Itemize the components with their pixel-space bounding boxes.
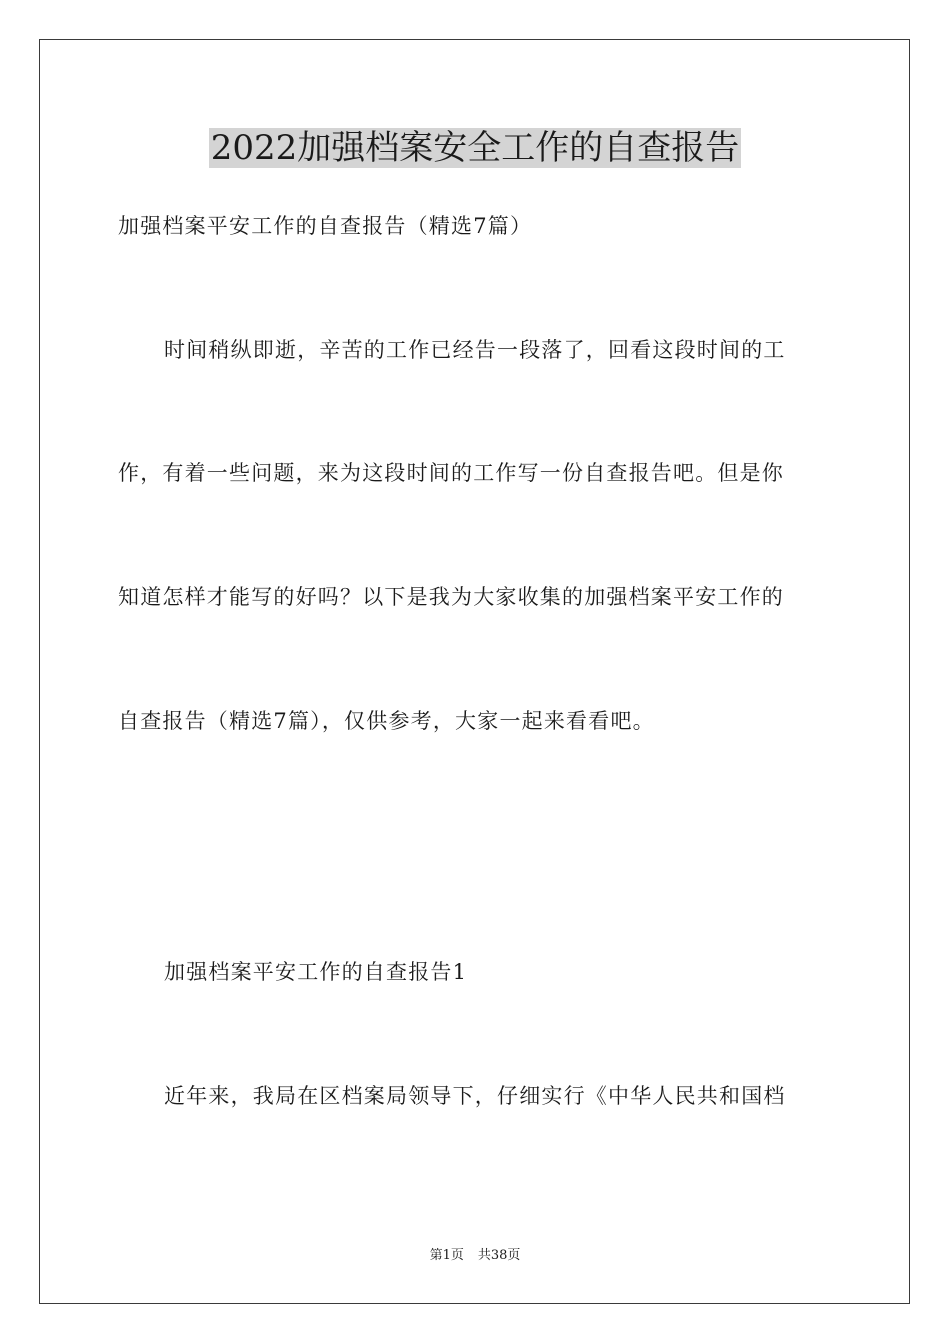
page-number: 第1页: [429, 1248, 464, 1263]
body-line-1: 近年来，我局在区档案局领导下，仔细实行《中华人民共和国档: [164, 1084, 786, 1108]
section-heading: 加强档案平安工作的自查报告1: [164, 960, 468, 984]
page-footer: [0, 1246, 950, 1266]
intro-line-3: 知道怎样才能写的好吗？以下是我为大家收集的加强档案平安工作的: [118, 585, 784, 609]
intro-line-2: 作，有着一些问题，来为这段时间的工作写一份自查报告吧。但是你: [118, 461, 784, 485]
document-subtitle: 加强档案平安工作的自查报告（精选7篇）: [118, 214, 533, 238]
intro-line-4: 自查报告（精选7篇），仅供参考，大家一起来看看吧。: [118, 709, 655, 733]
intro-line-1: 时间稍纵即逝，辛苦的工作已经告一段落了，回看这段时间的工: [164, 338, 786, 362]
document-title: [0, 126, 950, 170]
document-title-text: 2022加强档案安全工作的自查报告: [210, 128, 740, 168]
page-total: 共38页: [477, 1248, 521, 1263]
